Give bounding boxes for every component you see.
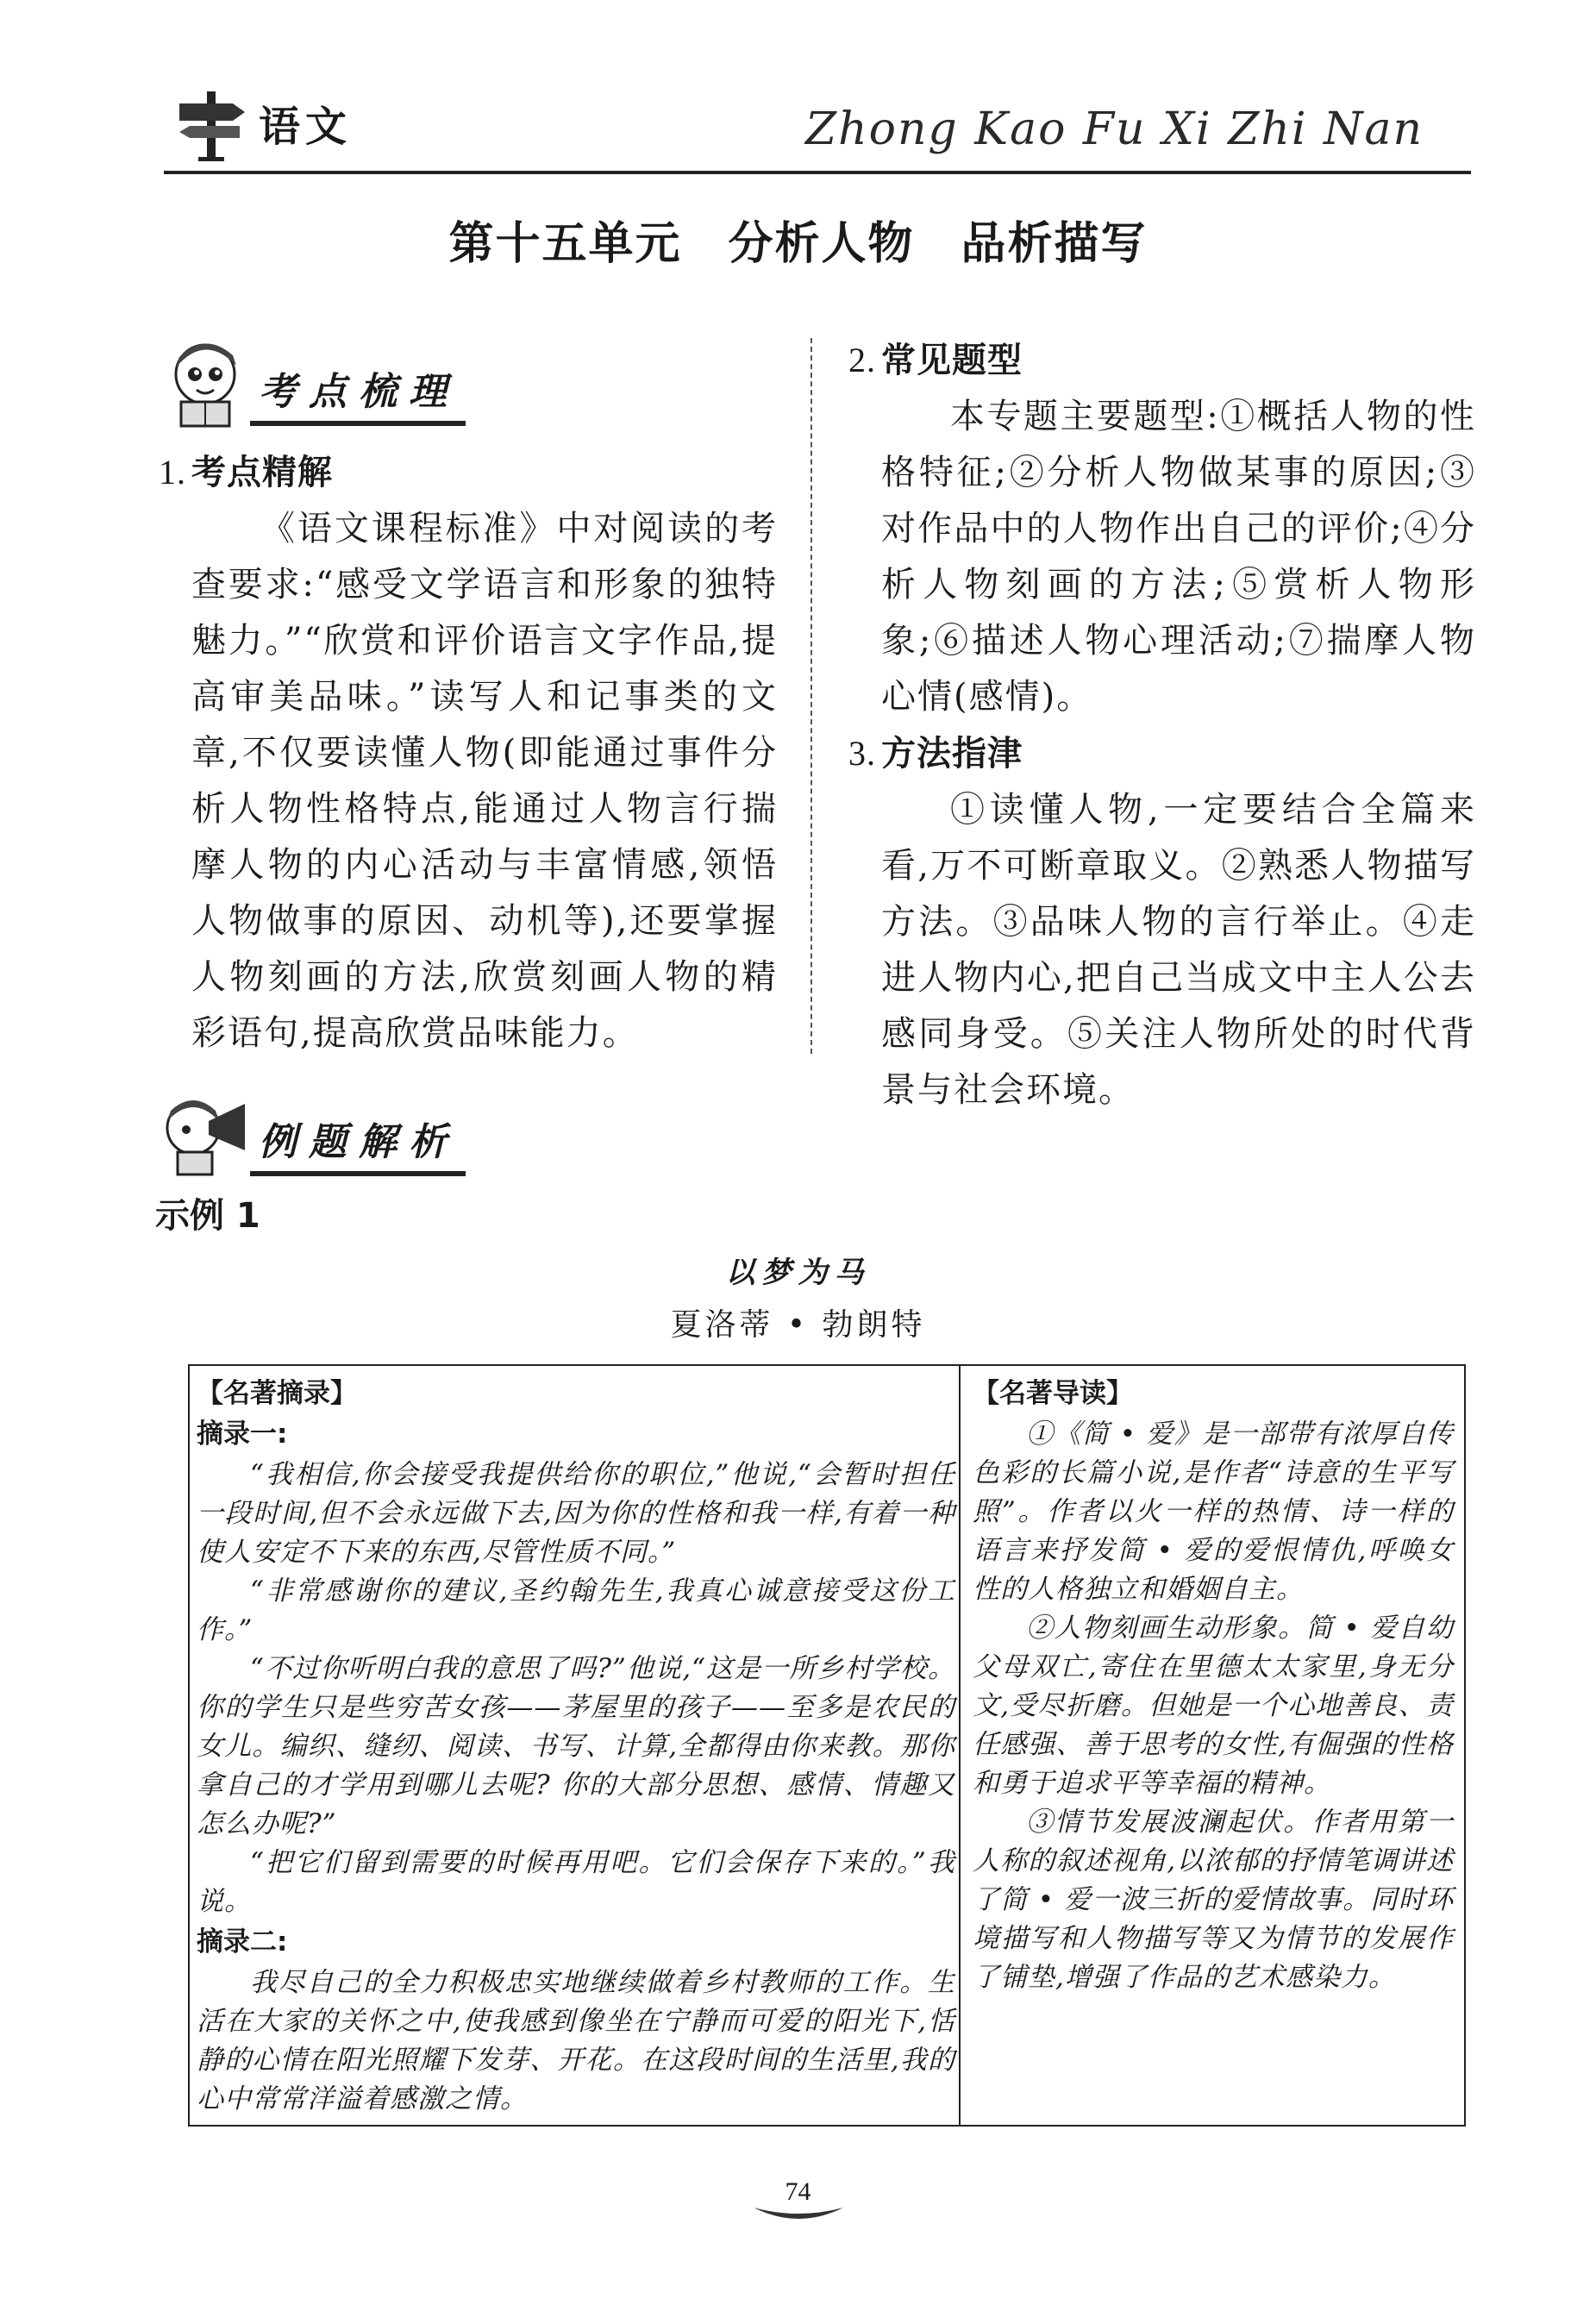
page-number: 74 <box>785 2177 811 2206</box>
signpost-icon <box>172 85 250 162</box>
series-title: Zhong Kao Fu Xi Zhi Nan <box>805 103 1424 155</box>
header-divider <box>164 171 1471 174</box>
excerpt2-label: 摘录二: <box>197 1926 288 1958</box>
guide-paragraph: ③情节发展波澜起伏。作者用第一人称的叙述视角,以浓郁的抒情笔调讲述了简 • 爱一波三折的爱情故事。同时环境描写和人物描写等又为情节的发展作了铺垫,增强了作品的艺术感染力。 <box>973 1807 1454 1993</box>
story-author: 夏洛蒂 • 勃朗特 <box>670 1307 926 1343</box>
story-title: 以梦为马 <box>725 1256 871 1290</box>
method-guide-paragraph: ①读懂人物,一定要结合全篇来看,万不可断章取义。②熟悉人物描写方法。③品味人物的言行举止。④走进人物内心,把自己当成文中主人公去感同身受。⑤关注人物所处的时代背景与社会环境。 <box>881 790 1476 1110</box>
heading-method-guide: 3. 方法指津 <box>848 734 1023 774</box>
guide-paragraph: ②人物刻画生动形象。简 • 爱自幼父母双亡,寄住在里德太太家里,身无分文,受尽折磨。但她是一个心地善良、责任感强、善于思考的女性,有倔强的性格和勇于追求平等幸福的精神。 <box>973 1613 1454 1799</box>
excerpt1-paragraph: “把它们留到需要的时候再用吧。它们会保存下来的。”我说。 <box>197 1847 955 1917</box>
unit-title: 第十五单元 分析人物 品析描写 <box>448 217 1148 270</box>
excerpt-box-divider <box>959 1364 961 2125</box>
guide-paragraph: ①《简 • 爱》是一部带有浓厚自传色彩的长篇小说,是作者“诗意的生平写照”。作者以火一样的热情、诗一样的语言来抒发简 • 爱的爱恨情仇,呼唤女性的人格独立和婚姻自主。 <box>973 1419 1454 1605</box>
excerpt-panel <box>197 1373 955 2119</box>
mascot-reader-icon <box>155 328 259 431</box>
excerpt-heading: 【名著摘录】 <box>197 1378 357 1409</box>
left-column <box>159 444 778 1062</box>
key-points-paragraph: 《语文课程标准》中对阅读的考查要求:“感受文学语言和形象的独特魅力。”“欣赏和评价语言文字作品,提高审美品味。”读写人和记事类的文章,不仅要读懂人物(即能通过事件分析人物性格特点,能通过人物言行揣摩人物的内心活动与丰富情感,领悟人物做事的原因、动机等),还要掌握人物刻画的方法,欣赏刻画人物的精彩语句,提高欣赏品味能力。 <box>191 509 778 1053</box>
question-types-paragraph: 本专题主要题型:①概括人物的性格特征;②分析人物做某事的原因;③对作品中的人物作出自己的评价;④分析人物刻画的方法;⑤赏析人物形象;⑥描述人物心理活动;⑦揣摩人物心情(感情)。 <box>881 397 1476 717</box>
heading-question-types: 2. 常见题型 <box>848 341 1023 380</box>
excerpt1-paragraph: “我相信,你会接受我提供给你的职位,”他说,“会暂时担任一段时间,但不会永远做下去,因为你的性格和我一样,有着一种使人安定不下来的东西,尽管性质不同。” <box>197 1459 955 1568</box>
page-swoosh-icon <box>750 2201 847 2223</box>
guide-panel <box>973 1373 1454 1997</box>
heading-key-points: 1. 考点精解 <box>159 453 333 492</box>
example-label: 示例 1 <box>155 1196 260 1236</box>
excerpt1-paragraph: “不过你听明白我的意思了吗?”他说,“这是一所乡村学校。你的学生只是些穷苦女孩——茅屋里的孩子——至多是农民的女儿。编织、缝纫、阅读、书写、计算,全都得由你来教。那你拿自己的才学用到哪儿去呢? 你的大部分思想、感情、情趣又怎么办呢?” <box>197 1653 955 1839</box>
section-label-examples: 例题解析 <box>250 1114 466 1176</box>
guide-heading: 【名著导读】 <box>973 1378 1133 1409</box>
section-label-review: 考点梳理 <box>250 364 466 426</box>
section-banner-review <box>155 328 466 440</box>
column-divider <box>811 338 812 1054</box>
subject-label: 语文 <box>259 103 353 151</box>
excerpt1-paragraph: “非常感谢你的建议,圣约翰先生,我真心诚意接受这份工作。” <box>197 1575 955 1645</box>
mascot-megaphone-icon <box>155 1078 259 1181</box>
excerpt2-paragraph: 我尽自己的全力积极忠实地继续做着乡村教师的工作。生活在大家的关怀之中,使我感到像坐在宁静而可爱的阳光下,恬静的心情在阳光照耀下发芽、开花。在这段时间的生活里,我的心中常常洋溢着感激之情。 <box>197 1967 955 2114</box>
section-banner-examples <box>155 1078 466 1190</box>
excerpt1-label: 摘录一: <box>197 1419 288 1450</box>
right-column <box>848 332 1476 1118</box>
